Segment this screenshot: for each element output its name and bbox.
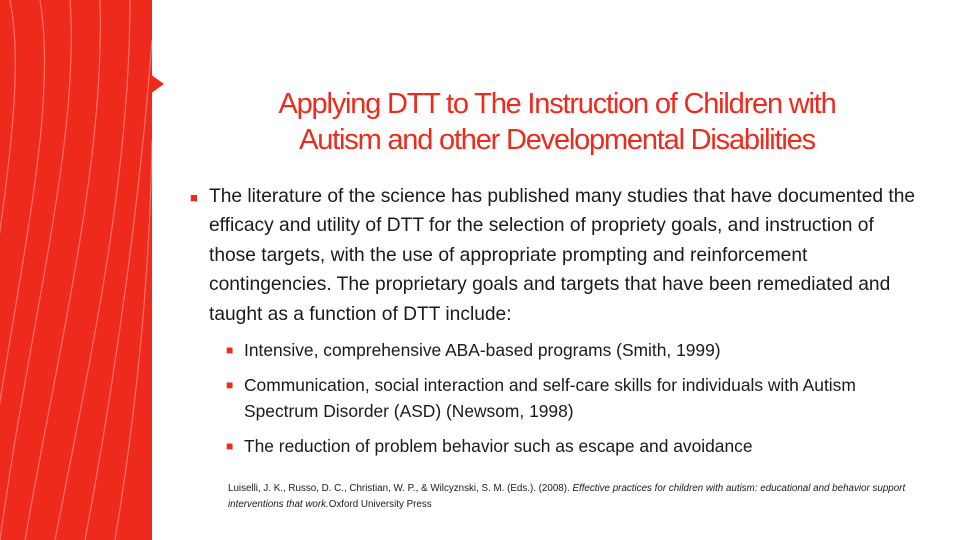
square-bullet-icon: ■ [226,378,234,393]
sub-bullet-item [226,372,914,424]
content-list [190,182,920,468]
slide-title [200,86,914,158]
square-bullet-icon: ■ [226,439,234,454]
slide-title-line-1: Applying DTT to The Instruction of Children with [278,88,836,120]
sub-bullet-text: The reduction of problem behavior such as escape and avoidance [244,436,753,457]
reference-citation [228,481,918,512]
square-bullet-icon: ■ [226,343,234,358]
slide-title-line-2: Autism and other Developmental Disabilities [299,124,815,156]
side-accent-panel [0,0,152,540]
reference-book-title: Effective practices for children with autism: educational and behavior support interventions that work. [228,483,906,510]
reference-publisher: Oxford University Press [328,498,432,510]
panel-arrow-notch [150,74,164,94]
sub-bullet-item [226,337,914,363]
sub-bullet-text: Intensive, comprehensive ABA-based programs (Smith, 1999) [244,340,721,361]
sub-bullet-list [226,337,920,459]
reference-authors: Luiselli, J. K., Russo, D. C., Christian, W. P., & Wilcyznski, S. M. (Eds.). (2008). [228,483,573,494]
main-bullet-item [190,182,920,329]
sub-bullet-text: Communication, social interaction and self-care skills for individuals with Autism Spectrum Disorder (ASD) (Newsom, 1998) [244,375,856,422]
main-bullet-text: The literature of the science has published many studies that have documented the efficacy and utility of DTT for the selection of propriety goals, and instruction of those targets, with the use of appropriate prompting and reinforcement contingencies. The proprietary goals and targets that have been remediated and taught as a function of DTT include: [209,186,916,325]
sub-bullet-item [226,433,914,459]
decorative-curve-lines [0,0,152,540]
square-bullet-icon: ■ [190,190,198,205]
